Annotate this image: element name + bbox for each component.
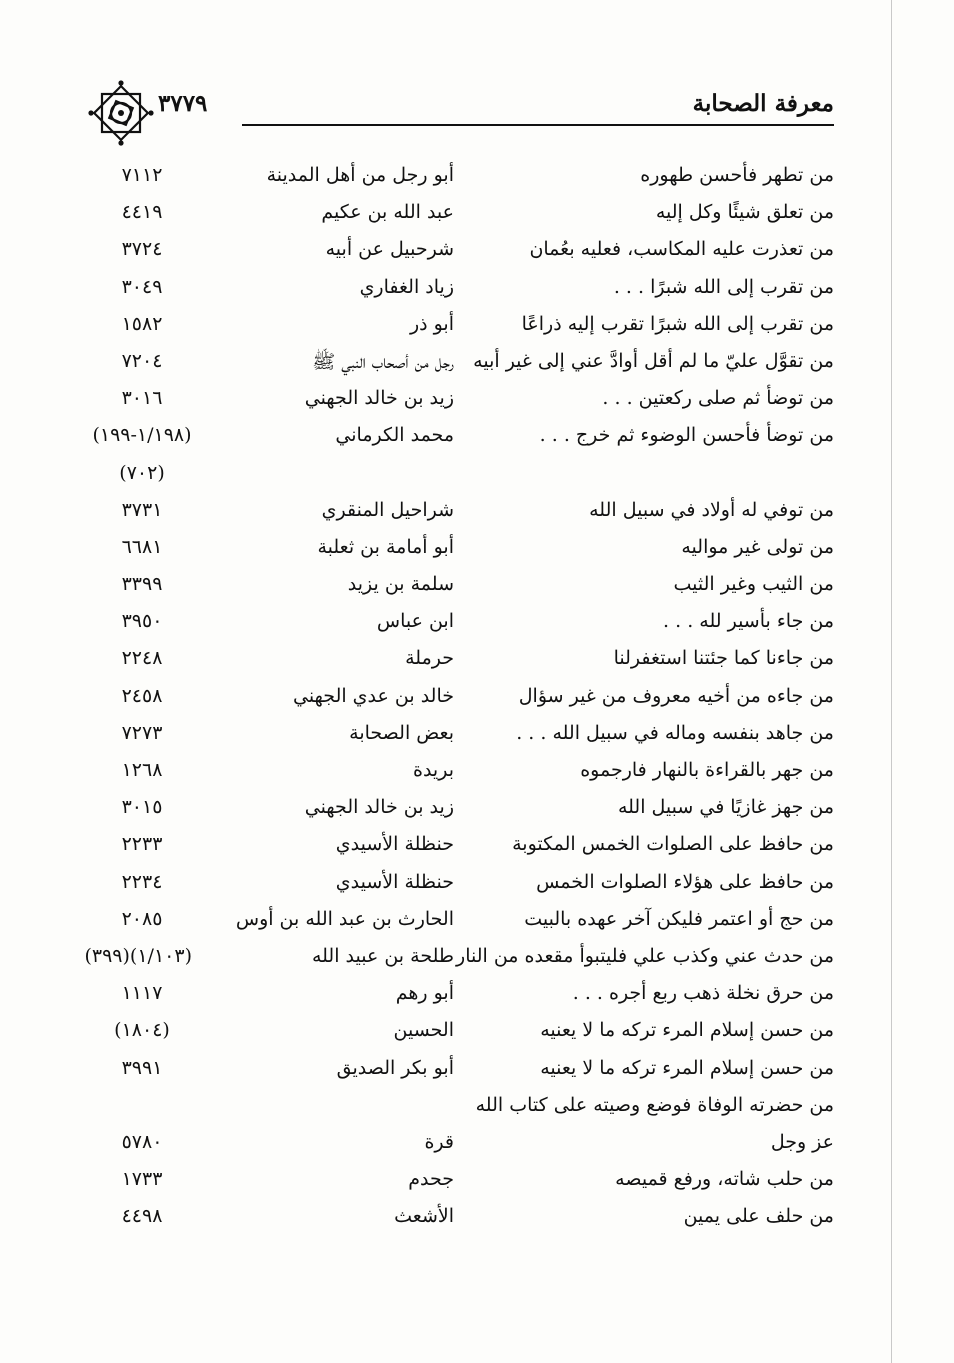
narrator-name: زيد بن خالد الجهني: [304, 796, 454, 819]
hadith-text: من الثيب وغير الثيب: [673, 573, 834, 596]
reference-number: ٦٦٨١: [121, 535, 163, 558]
reference-number: ٣٠٤٩: [121, 275, 163, 298]
hadith-text: من توفي له أولاد في سبيل الله: [589, 498, 834, 521]
hadith-text: من جهز غازيًا في سبيل الله: [617, 796, 834, 819]
index-row: [92, 829, 834, 866]
hadith-text: من تقرب إلى الله شبرًا تقرب إليه ذراعًا: [521, 312, 834, 335]
index-row: [92, 1090, 834, 1127]
index-row: [92, 1201, 834, 1238]
hadith-text: من جاء بأسير لله . . .: [663, 610, 834, 633]
narrator-name: شرحبيل عن أبيه: [325, 238, 454, 261]
index-row: [92, 160, 834, 197]
index-row: [92, 420, 834, 457]
narrator-name: ابن عباس: [376, 610, 454, 633]
octagonal-star-ornament-icon: [88, 80, 154, 146]
reference-number: ٧٢٧٣: [121, 721, 163, 744]
reference-number: ١٢٦٨: [121, 759, 163, 781]
reference-number: ٥٧٨٠: [121, 1130, 163, 1153]
narrator-name: حنظلة الأسيدي: [335, 870, 454, 893]
index-row: [92, 1127, 834, 1164]
hadith-text: من حرق نخلة ذهب ربع أجره . . .: [572, 982, 834, 1005]
index-row: [92, 346, 834, 383]
narrator-name: خالد بن عدي الجهني: [292, 684, 454, 707]
narrator-name: بريدة: [413, 759, 454, 781]
hadith-text: من توضأ فأحسن الوضوء ثم خرج . . .: [539, 424, 834, 447]
index-row: [92, 867, 834, 904]
index-row: [92, 234, 834, 271]
index-row: [92, 978, 834, 1015]
hadith-text: من تعلق شيئًا وكل إليه: [655, 201, 834, 224]
reference-number: ٣٧٣١: [121, 498, 163, 521]
hadith-text: من حافظ على هؤلاء الصلوات الخمس: [536, 870, 834, 893]
reference-number: (١/١٠٣)(٣٩٩): [84, 944, 192, 967]
narrator-name: قرة: [424, 1130, 454, 1153]
reference-number: ٣٧٢٤: [121, 238, 163, 261]
narrator-name: حنظلة الأسيدي: [335, 833, 454, 856]
index-row: [92, 718, 834, 755]
reference-number: ٣٣٩٩: [121, 573, 163, 596]
reference-number: ٢٠٨٥: [121, 907, 163, 930]
reference-number: ٣٠١٥: [121, 796, 163, 819]
index-row: [92, 197, 834, 234]
hadith-text: من حلف على يمين: [683, 1205, 834, 1228]
index-row: [92, 495, 834, 532]
index-row: [92, 606, 834, 643]
page-number: ٣٧٧٩: [158, 90, 208, 117]
reference-number: ١١١٧: [121, 982, 163, 1005]
reference-number: ١٥٨٢: [121, 312, 163, 335]
index-row: [92, 458, 834, 495]
narrator-name: محمد الكرماني: [335, 424, 454, 447]
index-row: [92, 1164, 834, 1201]
narrator-name: الحسين: [393, 1019, 454, 1042]
reference-number: ٤٤١٩: [121, 201, 163, 224]
hadith-text: عز وجل: [770, 1130, 834, 1153]
reference-number: ٢٤٥٨: [121, 684, 163, 707]
narrator-name: جحدم: [408, 1168, 454, 1191]
reference-number: ٣٩٥٠: [121, 610, 163, 633]
index-row: [84, 941, 834, 978]
index-row: [92, 532, 834, 569]
narrator-name: زياد الغفاري: [359, 275, 454, 298]
reference-number: ١٧٣٣: [121, 1168, 163, 1191]
hadith-text: من جاءنا كما جئتنا استغفرلنا: [613, 647, 834, 670]
reference-number: ٣٩٩١: [121, 1056, 163, 1079]
hadith-text: من جاهد بنفسه وماله في سبيل الله . . .: [516, 721, 834, 744]
hadith-text: من حضرته الوفاة فوضع وصيته على كتاب الله: [475, 1093, 834, 1116]
page-binding-edge: [891, 0, 892, 1363]
hadith-text: من تقوَّل عليّ ما لم أقل أوادَّ عني إلى غير أبيه: [473, 349, 834, 372]
reference-number: ٣٠١٦: [121, 387, 163, 410]
reference-number: ٧١١٢: [121, 164, 163, 186]
hadith-text: من حلب شاته، ورفع قميصه: [615, 1168, 834, 1191]
reference-number: ٢٢٣٤: [121, 870, 163, 893]
index-row: [92, 755, 834, 792]
hadith-text: من جهر بالقراءة بالنهار فارجموه: [580, 759, 834, 781]
index-row: [92, 904, 834, 941]
index-row: [92, 1015, 834, 1052]
reference-number: ٤٤٩٨: [121, 1205, 163, 1228]
running-title: معرفة الصحابة: [692, 90, 834, 117]
index-row: [92, 792, 834, 829]
narrator-name: سلمة بن يزيد: [347, 573, 454, 596]
narrator-name: أبو أمامة بن ثعلبة: [317, 535, 454, 558]
hadith-text: من توضأ ثم صلى ركعتين . . .: [602, 387, 834, 410]
index-row: [92, 272, 834, 309]
narrator-name: رجل من أصحاب النبي ﷺ: [312, 350, 454, 373]
index-row: [92, 681, 834, 718]
reference-number: ٧٢٠٤: [121, 349, 163, 372]
index-entries: [84, 160, 834, 1238]
narrator-name: أبو رجل من أهل المدينة: [266, 164, 454, 186]
reference-number: (١٨٠٤): [114, 1019, 170, 1042]
hadith-text: من حج أو اعتمر فليكن آخر عهده بالبيت: [524, 907, 834, 930]
hadith-text: من تطهر فأحسن طهوره: [640, 164, 834, 186]
index-row: [92, 643, 834, 680]
hadith-text: من تقرب إلى الله شبرًا . . .: [613, 275, 834, 298]
index-row: [92, 1053, 834, 1090]
reference-number: ٢٢٤٨: [121, 647, 163, 670]
reference-number: ٢٢٣٣: [121, 833, 163, 856]
narrator-name: أبو بكر الصديق: [336, 1056, 454, 1079]
narrator-name: الأشعث: [394, 1205, 454, 1228]
reference-number: (٧٠٢): [119, 461, 165, 484]
hadith-text: من حسن إسلام المرء تركه ما لا يعنيه: [540, 1056, 834, 1079]
hadith-text: من حافظ على الصلوات الخمس المكتوبة: [512, 833, 834, 856]
hadith-text: من تعذرت عليه المكاسب، فعليه بعُمان: [529, 238, 834, 261]
narrator-name: طلحة بن عبيد الله: [311, 944, 454, 967]
narrator-name: بعض الصحابة: [349, 721, 454, 744]
index-row: [92, 569, 834, 606]
header-rule: [242, 124, 834, 126]
hadith-text: من تولى غير مواليه: [681, 535, 834, 558]
narrator-name: زيد بن خالد الجهني: [304, 387, 454, 410]
narrator-name: أبو ذر: [409, 312, 454, 335]
hadith-text: من جاءه من أخيه معروف من غير سؤال: [518, 684, 834, 707]
reference-number: (١/١٩٨-١٩٩): [92, 424, 192, 447]
page-header: [92, 86, 834, 128]
narrator-name: شراحيل المنقري: [321, 498, 454, 521]
hadith-text: من حسن إسلام المرء تركه ما لا يعنيه: [540, 1019, 834, 1042]
narrator-name: عبد الله بن عكيم: [321, 201, 454, 224]
index-row: [92, 383, 834, 420]
narrator-name: الحارث بن عبد الله بن أوس: [235, 907, 454, 930]
index-row: [92, 309, 834, 346]
hadith-text: من حدث عني وكذب علي فليتبوأ مقعده من النار: [456, 944, 834, 967]
narrator-name: حرملة: [405, 647, 454, 670]
narrator-name: أبو رهم: [395, 982, 454, 1005]
